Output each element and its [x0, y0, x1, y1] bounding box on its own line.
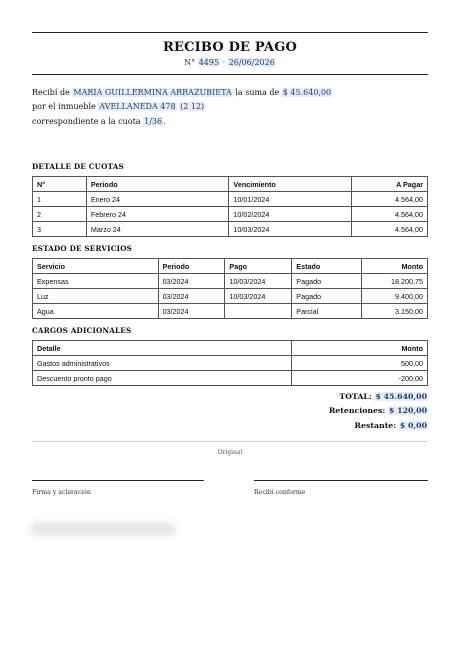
table-row: [33, 289, 428, 304]
table-header-row: [33, 177, 428, 192]
total-value: $ 45.640,00: [375, 392, 427, 401]
received-from-label: Recibí de: [32, 88, 70, 97]
table-cell: Marzo 24: [86, 222, 229, 237]
column-header: Servicio: [33, 259, 159, 274]
table-cell: Expensas: [33, 274, 159, 289]
signature-line-right: [254, 480, 428, 481]
table-cell: 500,00: [292, 356, 428, 371]
table-cell: Parcial: [292, 304, 362, 319]
table-cell: 3.150,00: [362, 304, 428, 319]
cargos-title: CARGOS ADICIONALES: [32, 326, 132, 335]
servicios-title: ESTADO DE SERVICIOS: [32, 244, 133, 253]
table-row: [33, 304, 428, 319]
table-cell: 4.564,00: [352, 222, 428, 237]
table-cell: 03/2024: [158, 289, 225, 304]
table-cell: Gastos administrativos: [33, 356, 292, 371]
restante-label: Restante:: [354, 421, 397, 430]
column-header: Periodo: [86, 177, 229, 192]
table-row: [33, 356, 428, 371]
property-unit: (2 12): [180, 102, 205, 111]
table-cell: 03/2024: [158, 304, 225, 319]
separator: ·: [222, 58, 226, 67]
column-header: Monto: [362, 259, 428, 274]
table-cell: Pagado: [292, 289, 362, 304]
installment-suffix: .: [163, 117, 166, 126]
signature-line-left: [32, 480, 204, 481]
table-row: [33, 371, 428, 386]
amount-label: la suma de: [235, 88, 280, 97]
servicios-table: [32, 258, 428, 319]
retenciones-line: [329, 406, 428, 415]
table-cell: 4.564,00: [352, 207, 428, 222]
receipt-number: 4495: [198, 58, 220, 67]
total-line: [339, 392, 428, 401]
installment-value: 1/36: [144, 117, 163, 126]
receipt-title: RECIBO DE PAGO: [162, 40, 298, 55]
property-line: [32, 100, 205, 114]
copy-label: Original: [217, 449, 243, 456]
table-cell: 10/01/2024: [229, 192, 352, 207]
redacted-area: [30, 522, 176, 536]
table-cell: Luz: [33, 289, 159, 304]
column-header: Detalle: [33, 341, 292, 356]
table-cell: 10/03/2024: [225, 274, 292, 289]
column-header: A Pagar: [352, 177, 428, 192]
receipt-number-date: [0, 58, 460, 67]
top-rule: [32, 32, 428, 33]
column-header: Monto: [292, 341, 428, 356]
column-header: Periodo: [158, 259, 225, 274]
table-cell: 03/2024: [158, 274, 225, 289]
amount-value: $ 45.640,00: [282, 88, 332, 97]
table-cell: Agua: [33, 304, 159, 319]
table-cell: 4.564,00: [352, 192, 428, 207]
table-header-row: [33, 259, 428, 274]
table-cell: 1: [33, 192, 87, 207]
restante-value: $ 0,00: [399, 421, 427, 430]
column-header: N°: [33, 177, 87, 192]
property-address: AVELLANEDA 478: [99, 102, 176, 111]
table-cell: 10/03/2024: [225, 289, 292, 304]
property-label: por el inmueble: [32, 102, 96, 111]
table-header-row: [33, 341, 428, 356]
table-row: [33, 274, 428, 289]
cuotas-title: DETALLE DE CUOTAS: [32, 162, 124, 171]
restante-line: [355, 421, 428, 430]
installment-label: correspondiente a la cuota: [32, 117, 141, 126]
table-row: [33, 207, 428, 222]
receipt-date: 26/06/2026: [228, 58, 275, 67]
payer-name: MARIA GUILLERMINA ARRAZUBIETA: [73, 88, 232, 97]
column-header: Pago: [225, 259, 292, 274]
retenciones-label: Retenciones:: [328, 406, 386, 415]
table-row: [33, 222, 428, 237]
column-header: Estado: [292, 259, 362, 274]
installment-line: [32, 115, 166, 129]
table-cell: Enero 24: [86, 192, 229, 207]
table-cell: -200,00: [292, 371, 428, 386]
table-cell: 10/02/2024: [229, 207, 352, 222]
received-from-line: [32, 86, 332, 100]
signature-label-left: Firma y aclaración: [32, 489, 91, 496]
signature-label-right: Recibí conforme: [254, 489, 306, 496]
table-cell: 2: [33, 207, 87, 222]
table-cell: Febrero 24: [86, 207, 229, 222]
cargos-table: [32, 340, 428, 386]
table-cell: 9.400,00: [362, 289, 428, 304]
table-cell: Descuento pronto pago: [33, 371, 292, 386]
table-cell: 3: [33, 222, 87, 237]
number-prefix: N°: [184, 58, 196, 67]
table-cell: 10/03/2024: [229, 222, 352, 237]
table-cell: 18.200,75: [362, 274, 428, 289]
total-label: TOTAL:: [339, 392, 372, 401]
cuotas-table: [32, 176, 428, 237]
column-header: Vencimiento: [229, 177, 352, 192]
table-row: [33, 192, 428, 207]
table-cell: Pagado: [292, 274, 362, 289]
footer-rule: [32, 441, 428, 442]
header-rule: [32, 74, 428, 75]
retenciones-value: $ 120,00: [389, 406, 427, 415]
table-cell: [225, 304, 292, 319]
